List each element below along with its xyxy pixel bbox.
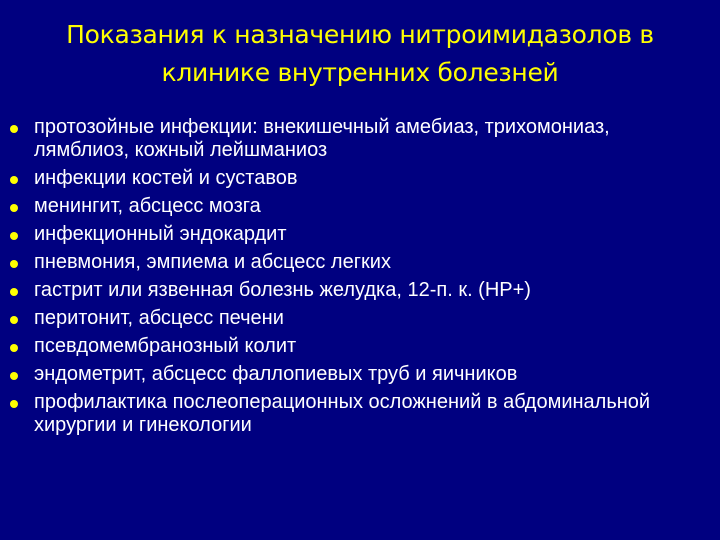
bullet-item: [10, 279, 690, 302]
bullet-text: гастрит или язвенная болезнь желудка, 12-п. к. (HP+): [34, 279, 531, 301]
bullet-point-icon: [10, 316, 18, 324]
bullet-text: эндометрит, абсцесс фаллопиевых труб и яичников: [34, 363, 518, 385]
bullet-item: [10, 391, 690, 437]
bullet-text: инфекционный эндокардит: [34, 223, 287, 245]
slide-title: Показания к назначению нитроимидазолов в клинике внутренних болезней: [66, 20, 654, 87]
bullet-point-icon: [10, 176, 18, 184]
bullet-point-icon: [10, 260, 18, 268]
bullet-item: [10, 335, 690, 358]
bullet-text: протозойные инфекции: внекишечный амебиаз, трихомониаз, лямблиоз, кожный лейшманиоз: [34, 116, 610, 161]
bullet-text: инфекции костей и суставов: [34, 167, 298, 189]
bullet-item: [10, 116, 690, 162]
bullet-item: [10, 223, 690, 246]
bullet-item: [10, 251, 690, 274]
bullet-point-icon: [10, 232, 18, 240]
bullet-point-icon: [10, 125, 18, 133]
bullet-text: менингит, абсцесс мозга: [34, 195, 261, 217]
bullet-text: псевдомембранозный колит: [34, 335, 297, 357]
bullet-list: [10, 116, 690, 442]
bullet-point-icon: [10, 288, 18, 296]
bullet-text: пневмония, эмпиема и абсцесс легких: [34, 251, 391, 273]
bullet-point-icon: [10, 400, 18, 408]
bullet-item: [10, 363, 690, 386]
bullet-point-icon: [10, 372, 18, 380]
bullet-text: перитонит, абсцесс печени: [34, 307, 284, 329]
bullet-item: [10, 195, 690, 218]
bullet-point-icon: [10, 344, 18, 352]
bullet-point-icon: [10, 204, 18, 212]
bullet-text: профилактика послеоперационных осложнений в абдоминальной хирургии и гинекологии: [34, 391, 651, 436]
bullet-item: [10, 167, 690, 190]
bullet-item: [10, 307, 690, 330]
